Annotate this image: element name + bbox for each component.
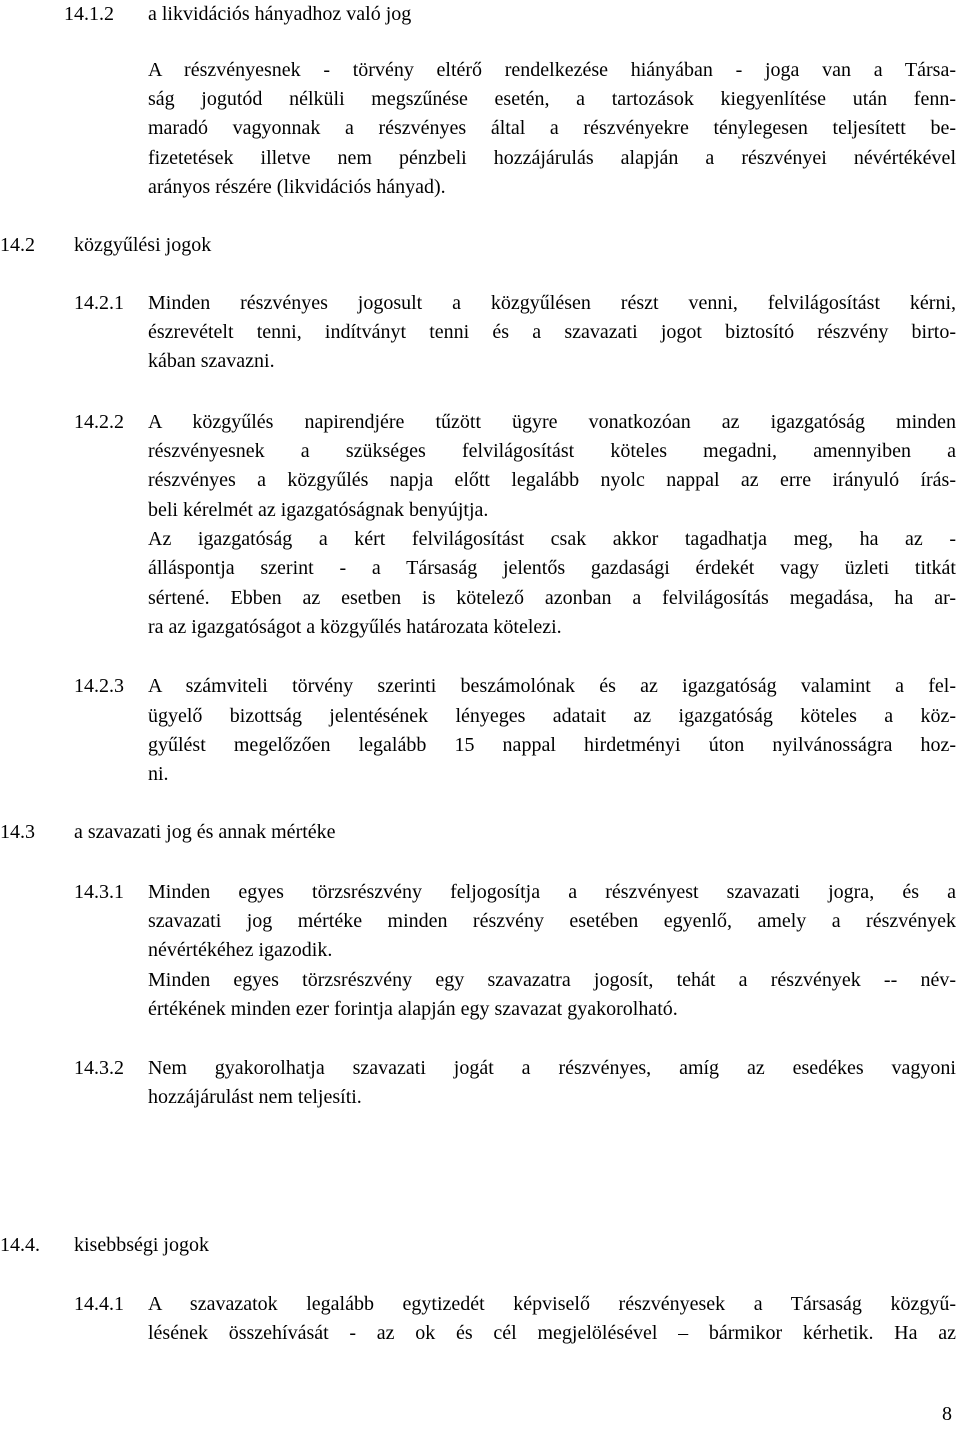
paragraph-line: szavazati jog mértéke minden részvény esetében egyenlő, amely a részvények bbox=[148, 910, 956, 932]
paragraph-line: kában szavazni. bbox=[148, 350, 275, 372]
section-title: kisebbségi jogok bbox=[74, 1234, 209, 1256]
paragraph-line: A számviteli törvény szerinti beszámolónak és az igazgatóság valamint a fel- bbox=[148, 675, 956, 697]
section-number: 14.3.1 bbox=[74, 881, 124, 903]
section-number: 14.4.1 bbox=[74, 1293, 124, 1315]
paragraph-line: ság jogutód nélküli megszűnése esetén, a tartozások kiegyenlítése után fenn- bbox=[148, 88, 956, 110]
paragraph-line: ra az igazgatóságot a közgyűlés határozata kötelezi. bbox=[148, 616, 562, 638]
paragraph-line: ni. bbox=[148, 763, 169, 785]
page-number: 8 bbox=[942, 1403, 952, 1425]
section-number: 14.2.3 bbox=[74, 675, 124, 697]
section-title: a szavazati jog és annak mértéke bbox=[74, 821, 336, 843]
section-number: 14.1.2 bbox=[64, 3, 114, 25]
section-title: közgyűlési jogok bbox=[74, 234, 212, 256]
paragraph-line: észrevételt tenni, indítványt tenni és a szavazati jogot biztosító részvény birto- bbox=[148, 321, 956, 343]
paragraph-line: ügyelő bizottság jelentésének lényeges adatait az igazgatóság köteles a köz- bbox=[148, 705, 956, 727]
paragraph-line: értékének minden ezer forintja alapján egy szavazat gyakorolható. bbox=[148, 998, 678, 1020]
paragraph-line: Az igazgatóság a kért felvilágosítást csak akkor tagadhatja meg, ha az - bbox=[148, 528, 956, 550]
section-number: 14.4. bbox=[0, 1234, 40, 1256]
paragraph-line: fizetetések illetve nem pénzbeli hozzájárulás alapján a részvényei névértékével bbox=[148, 147, 956, 169]
paragraph-line: maradó vagyonnak a részvényes által a részvényekre ténylegesen teljesített be- bbox=[148, 117, 956, 139]
paragraph-line: sértené. Ebben az esetben is kötelező azonban a felvilágosítás megadása, ha ar- bbox=[148, 587, 956, 609]
paragraph-line: arányos részére (likvidációs hányad). bbox=[148, 176, 446, 198]
paragraph-line: lésének összehívását - az ok és cél megjelölésével – bármikor kérhetik. Ha az bbox=[148, 1322, 956, 1344]
paragraph-line: A szavazatok legalább egytizedét képviselő részvényesek a Társaság közgyű- bbox=[148, 1293, 956, 1315]
section-number: 14.3 bbox=[0, 821, 35, 843]
paragraph-line: beli kérelmét az igazgatóságnak benyújtja. bbox=[148, 499, 489, 521]
section-number: 14.3.2 bbox=[74, 1057, 124, 1079]
paragraph-line: hozzájárulást nem teljesíti. bbox=[148, 1086, 362, 1108]
paragraph-line: névértékéhez igazodik. bbox=[148, 939, 333, 961]
paragraph-line: A közgyűlés napirendjére tűzött ügyre vonatkozóan az igazgatóság minden bbox=[148, 411, 956, 433]
section-number: 14.2.1 bbox=[74, 292, 124, 314]
section-number: 14.2 bbox=[0, 234, 35, 256]
paragraph-line: részvényesnek a szükséges felvilágosítást köteles megadni, amennyiben a bbox=[148, 440, 956, 462]
section-title: a likvidációs hányadhoz való jog bbox=[148, 3, 412, 25]
paragraph-line: álláspontja szerint - a Társaság jelentős gazdasági érdekét vagy üzleti titkát bbox=[148, 557, 956, 579]
paragraph-line: részvényes a közgyűlés napja előtt legalább nyolc nappal az erre irányuló írás- bbox=[148, 469, 956, 491]
paragraph-line: Nem gyakorolhatja szavazati jogát a részvényes, amíg az esedékes vagyoni bbox=[148, 1057, 956, 1079]
paragraph-line: gyűlést megelőzően legalább 15 nappal hirdetményi úton nyilvánosságra hoz- bbox=[148, 734, 956, 756]
paragraph-line: Minden egyes törzsrészvény egy szavazatra jogosít, tehát a részvények -- név- bbox=[148, 969, 956, 991]
paragraph-line: Minden egyes törzsrészvény feljogosítja a részvényest szavazati jogra, és a bbox=[148, 881, 956, 903]
section-number: 14.2.2 bbox=[74, 411, 124, 433]
paragraph-line: A részvényesnek - törvény eltérő rendelkezése hiányában - joga van a Társa- bbox=[148, 59, 956, 81]
paragraph-line: Minden részvényes jogosult a közgyűlésen részt venni, felvilágosítást kérni, bbox=[148, 292, 956, 314]
